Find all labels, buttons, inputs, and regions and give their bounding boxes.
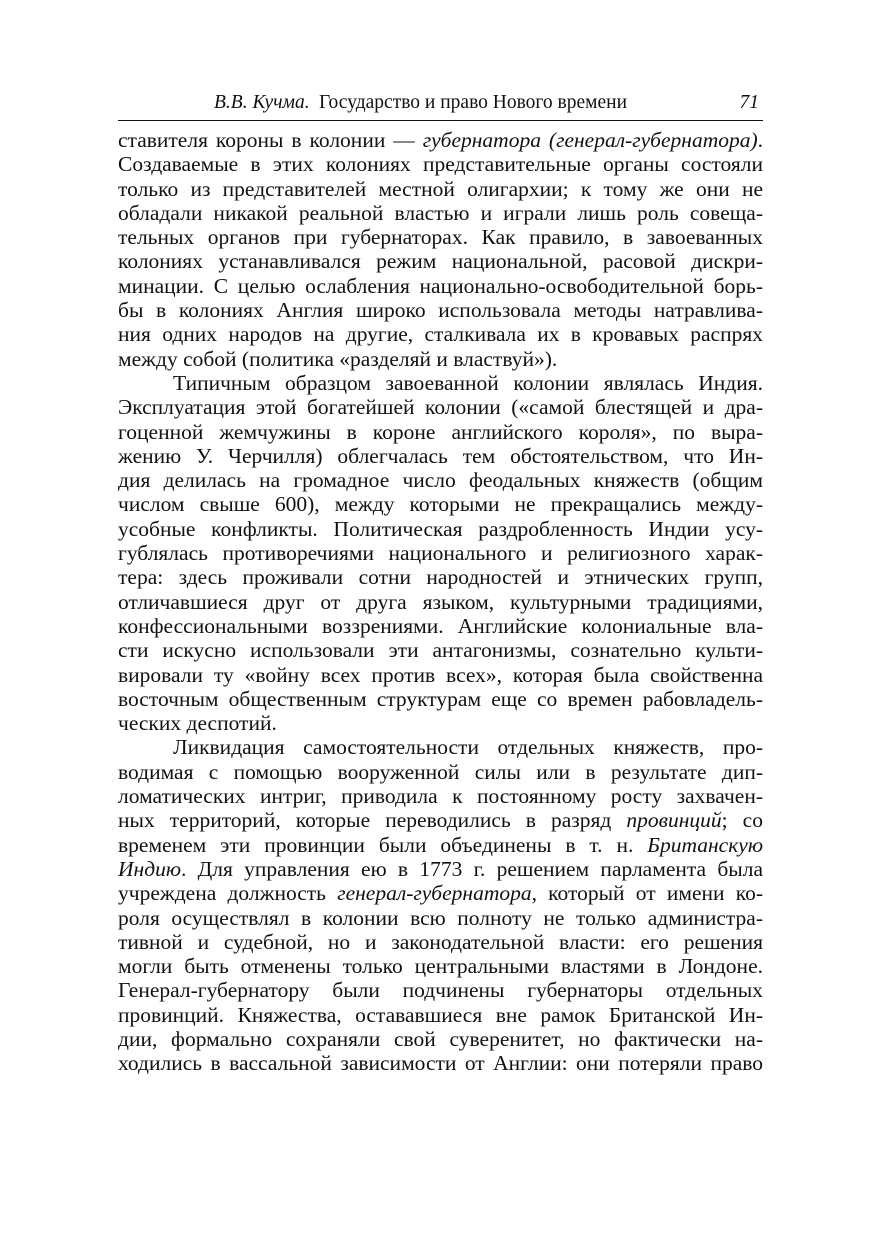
text-line: ходились в вассальной зависимости от Англии: они потеряли право: [118, 1051, 763, 1076]
text-line: Индию. Для управления ею в 1773 г. решением парламента была: [118, 856, 763, 881]
text-line: временем эти провинции были объединены в т. н. Британскую: [118, 832, 763, 857]
text-line: Создаваемые в этих колониях представительные органы состояли: [118, 152, 763, 177]
text-line: между собой (политика «разделяй и властвуй»).: [118, 346, 558, 371]
text-line: отличавшиеся друг от друга языком, культурными традициями,: [118, 589, 763, 614]
text-line: Генерал-губернатору были подчинены губернаторы отдельных: [118, 978, 763, 1003]
text-line: ных территорий, которые переводились в разряд провинций; со: [118, 808, 763, 833]
text-line: жению У. Черчилля) облегчалась тем обстоятельством, что Ин-: [118, 443, 763, 468]
text-line: дия делилась на громадное число феодальных княжеств (общим: [118, 468, 763, 493]
text-line: Типичным образцом завоеванной колонии являлась Индия.: [173, 370, 763, 395]
text-line: обладали никакой реальной властью и играли лишь роль совеща-: [118, 200, 763, 225]
text-line: водимая с помощью вооруженной силы или в результате дип-: [118, 759, 763, 784]
text-line: ния одних народов на другие, сталкивала их в кровавых распрях: [118, 322, 763, 347]
text-line: колониях устанавливался режим национальной, расовой дискри-: [118, 249, 763, 274]
text-line: учреждена должность генерал-губернатора, который от имени ко-: [118, 881, 763, 906]
text-line: провинций. Княжества, остававшиеся вне рамок Британской Ин-: [118, 1002, 763, 1027]
text-line: ломатических интриг, приводила к постоянному росту захвачен-: [118, 784, 763, 809]
text-line: бы в колониях Англия широко использовала методы натравлива-: [118, 298, 763, 323]
text-line: числом свыше 600), между которыми не прекращались междy-: [118, 492, 763, 517]
text-line: роля осуществлял в колонии всю полноту не только администра-: [118, 905, 763, 930]
text-line: Эксплуатация этой богатейшей колонии («самой блестящей и дра-: [118, 395, 763, 420]
text-line: конфессиональными воззрениями. Английские колониальные вла-: [118, 613, 763, 638]
text-line: гублялась противоречиями национального и религиозного харак-: [118, 541, 763, 566]
text-line: тивной и судебной, но и законодательной власти: его решения: [118, 929, 763, 954]
body-text: [118, 128, 763, 1076]
text-line: ставителя короны в колонии — губернатора (генерал-губернатора).: [118, 128, 764, 152]
text-line: Ликвидация самостоятельности отдельных княжеств, про-: [173, 735, 763, 760]
text-line: вировали ту «войну всех против всех», которая была свойственна: [118, 662, 763, 687]
text-line: дии, формально сохраняли свой суверенитет, но фактически на-: [118, 1026, 763, 1051]
header-author: В.В. Кучма.: [214, 92, 310, 113]
header-title: Государство и право Нового времени: [319, 92, 628, 113]
text-line: усобные конфликты. Политическая раздробленность Индии усу-: [118, 516, 763, 541]
text-line: ческих деспотий.: [118, 711, 277, 736]
text-line: только из представителей местной олигархии; к тому же они не: [118, 176, 763, 201]
text-line: сти искусно использовали эти антагонизмы, сознательно культи-: [118, 638, 763, 663]
text-line: восточным общественным структурам еще со времен рабовладель-: [118, 686, 763, 711]
running-header: [118, 90, 763, 121]
text-line: минации. С целью ослабления национально-освободительной борь-: [118, 273, 763, 298]
text-line: могли быть отменены только центральными властями в Лондоне.: [118, 954, 763, 979]
text-line: гоценной жемчужины в короне английского короля», по выра-: [118, 419, 763, 444]
text-line: тера: здесь проживали сотни народностей и этнических групп,: [118, 565, 763, 590]
text-line: тельных органов при губернаторах. Как правило, в завоеванных: [118, 225, 763, 250]
page-number: 71: [739, 92, 759, 113]
